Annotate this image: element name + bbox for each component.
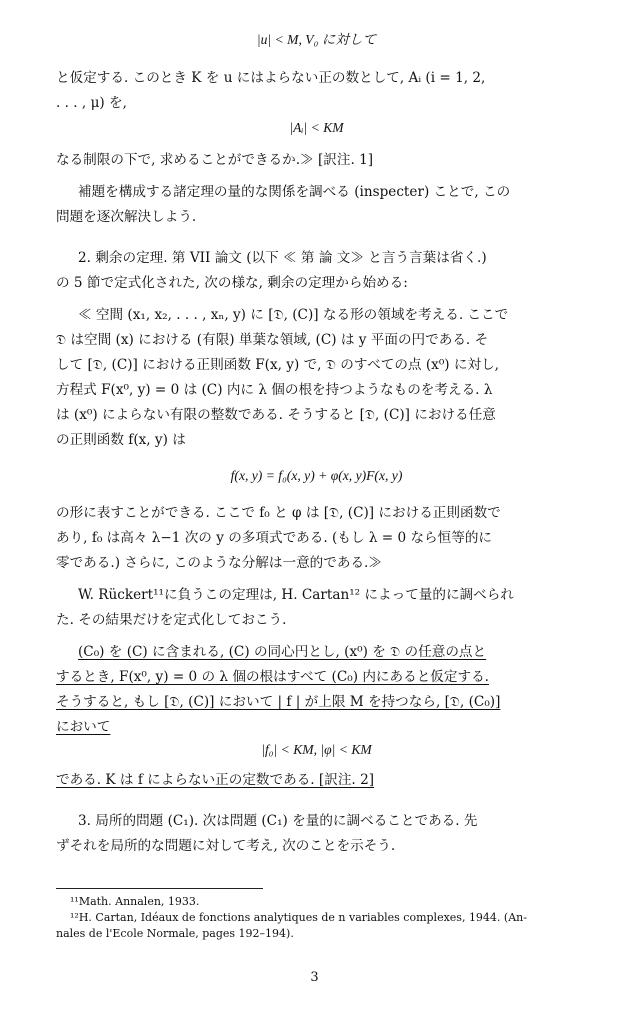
text-line-29: ずそれを局所的な問題に対して考え, 次のことを示そう. — [56, 838, 396, 854]
text-line-23: するとき, F(x⁰, y) = 0 の λ 個の根はすべて (C₀) 内にあると仮定する. — [56, 669, 489, 685]
footnote-fn11: ¹¹Math. Annalen, 1933. — [70, 895, 200, 908]
text-line-20: W. Rückert¹¹に負うこの定理は, H. Cartan¹² によって量的に調べられ — [78, 587, 514, 603]
text-line-8: 2. 剰余の定理. 第 VII 論文 (以下 ≪ 第 論 文≫ と言う言葉は省く.) — [78, 250, 487, 266]
page-number: 3 — [310, 970, 319, 985]
text-line-19: 零である.) さらに, このような分解は一意的である.≫ — [56, 555, 382, 571]
text-line-10: ≪ 空間 (x₁, x₂, . . . , xₙ, y) に [𝔇, (C)] なる形の領域を考える. ここで — [78, 307, 509, 323]
text-line-21: た. その結果だけを定式化しておこう. — [56, 612, 287, 628]
text-line-27: である. K は f によらない正の定数である. [訳注. 2] — [56, 772, 375, 788]
text-line-14: は (x⁰) によらない有限の整数である. そうすると [𝔇, (C)] における任意 — [56, 407, 496, 423]
text-line-1: |u| < M, V₀ に対して — [256, 32, 377, 47]
text-line-28: 3. 局所的問題 (C₁). 次は問題 (C₁) を量的に調べることである. 先 — [78, 813, 478, 829]
text-line-15: の正則函数 f(x, y) は — [56, 432, 186, 448]
text-line-26: |f₀| < KM, |φ| < KM — [261, 742, 372, 757]
text-line-9: の 5 節で定式化された, 次の様な, 剰余の定理から始める: — [56, 275, 408, 291]
text-line-13: 方程式 F(x⁰, y) = 0 は (C) 内に λ 個の根を持つようなものを考える. λ — [56, 382, 493, 398]
text-line-17: の形に表すことができる. ここで f₀ と φ は [𝔇, (C)] における正則函数で — [56, 505, 501, 521]
text-line-7: 問題を逐次解決しよう. — [56, 209, 197, 225]
text-line-16: f(x, y) = f₀(x, y) + φ(x, y)F(x, y) — [230, 468, 403, 483]
text-line-6: 補題を構成する諸定理の量的な関係を調べる (inspecter) ことで, この — [78, 184, 511, 200]
text-line-12: して [𝔇, (C)] における正則函数 F(x, y) で, 𝔇 のすべての点 (x⁰) に対し, — [56, 357, 499, 373]
text-line-4: |Aᵢ| < KM — [289, 120, 344, 135]
text-line-22: (C₀) を (C) に含まれる, (C) の同心円とし, (x⁰) を 𝔇 の任意の点と — [78, 644, 487, 660]
text-line-11: 𝔇 は空間 (x) における (有限) 単葉な領域, (C) は y 平面の円である. そ — [56, 332, 489, 348]
text-line-24: そうすると, もし [𝔇, (C)] において | f | が上限 M を持つなら, [𝔇, (C₀)] — [56, 694, 501, 710]
text-line-5: なる制限の下で, 求めることができるか.≫ [訳注. 1] — [56, 152, 374, 168]
text-line-2: と仮定する. このとき K を u にはよらない正の数として, Aᵢ (i = 1, 2, — [56, 70, 486, 86]
text-line-25: において — [56, 719, 111, 735]
text-line-18: あり, f₀ は高々 λ−1 次の y の多項式である. (もし λ = 0 なら恒等的に — [56, 530, 493, 546]
text-line-3: . . . , μ) を, — [56, 95, 127, 111]
footnote-fn12b: nales de l'Ecole Normale, pages 192–194). — [56, 927, 294, 940]
footnote-fn12a: ¹²H. Cartan, Idéaux de fonctions analytiques de n variables complexes, 1944. (An- — [70, 911, 527, 924]
footnote-rule — [56, 888, 263, 889]
